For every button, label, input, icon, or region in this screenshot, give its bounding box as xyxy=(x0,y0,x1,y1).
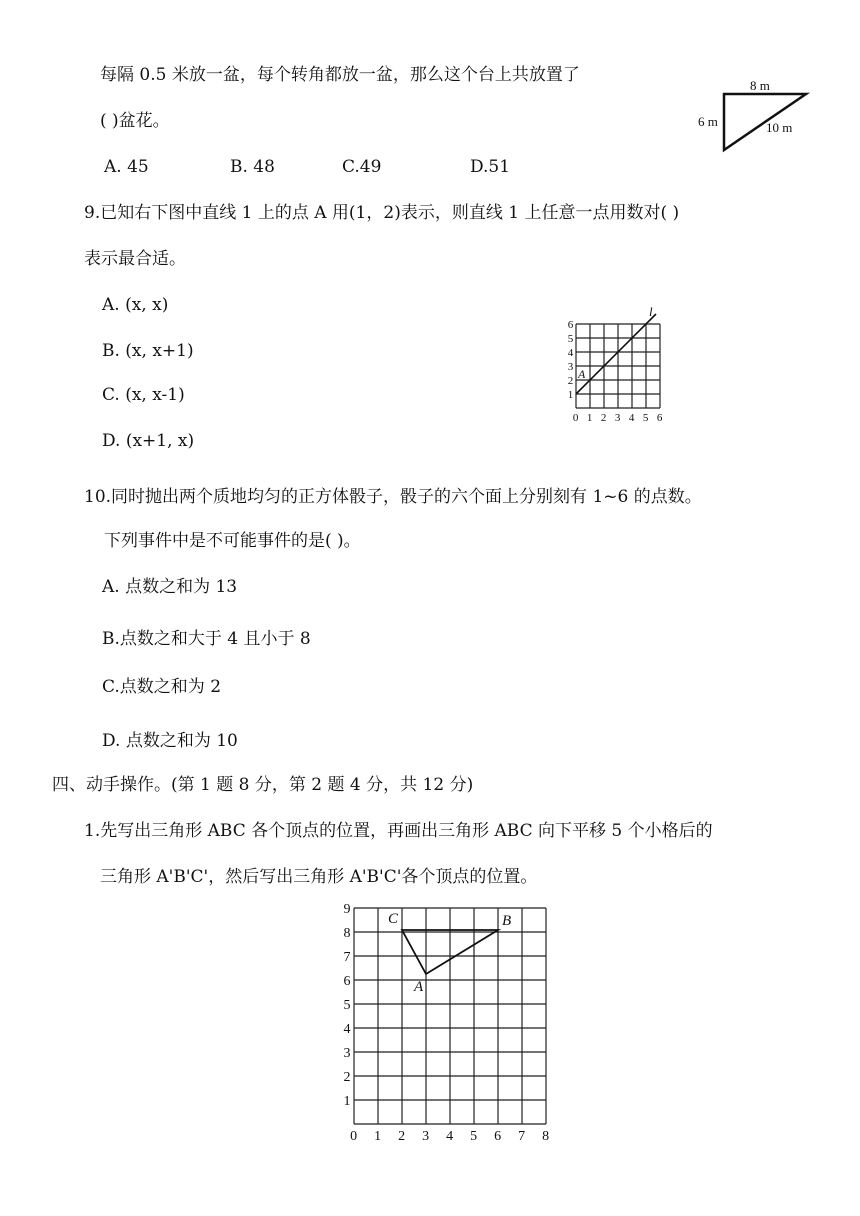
q9-grid-x-tick: 0 xyxy=(572,412,579,424)
q8-option-c: C.49 xyxy=(342,157,382,177)
q9-grid-x-tick: 3 xyxy=(614,412,621,424)
s4-grid-x-tick: 7 xyxy=(518,1129,526,1144)
s4-grid-x-tick: 1 xyxy=(374,1129,382,1144)
q9-option-a: A. (x, x) xyxy=(102,295,169,315)
q9-option-d: D. (x+1, x) xyxy=(102,431,195,451)
q10-line1: 10.同时抛出两个质地均匀的正方体骰子，骰子的六个面上分别刻有 1~6 的点数。 xyxy=(84,487,702,507)
q9-option-b: B. (x, x+1) xyxy=(102,341,194,361)
triangle-platform-figure xyxy=(694,70,818,160)
s4-grid-y-tick: 1 xyxy=(343,1093,351,1109)
q8-line1: 每隔 0.5 米放一盆，每个转角都放一盆，那么这个台上共放置了 xyxy=(100,65,580,85)
line-l-label: l xyxy=(649,304,653,319)
figure-label-top: 8 m xyxy=(750,78,770,93)
q9-grid-x-tick: 2 xyxy=(600,412,607,424)
q10-option-a: A. 点数之和为 13 xyxy=(102,577,238,597)
s4-grid-y-tick: 5 xyxy=(343,997,351,1013)
q9-grid-y-tick: 4 xyxy=(567,346,574,359)
vertex-c-label: C xyxy=(388,911,399,927)
s4-grid-x-tick: 3 xyxy=(422,1129,430,1144)
q9-option-c: C. (x, x-1) xyxy=(102,385,185,405)
s4-grid-y-tick: 8 xyxy=(343,925,351,941)
figure-label-hyp: 10 m xyxy=(766,120,793,135)
q9-line2: 表示最合适。 xyxy=(84,249,186,269)
q8-option-a: A. 45 xyxy=(104,157,149,177)
section4-heading: 四、动手操作。(第 1 题 8 分，第 2 题 4 分，共 12 分) xyxy=(52,775,474,795)
q9-grid-y-tick: 2 xyxy=(567,374,574,387)
vertex-b-label: B xyxy=(502,913,512,929)
q10-line2: 下列事件中是不可能事件的是( )。 xyxy=(104,531,361,551)
q9-grid-y-tick: 1 xyxy=(567,388,574,401)
triangle-abc-grid xyxy=(330,894,560,1144)
q8-option-b: B. 48 xyxy=(230,157,275,177)
figure-label-left: 6 m xyxy=(698,114,718,129)
q10-option-b: B.点数之和大于 4 且小于 8 xyxy=(102,629,311,649)
s4-grid-y-tick: 4 xyxy=(343,1021,351,1037)
vertex-a-label: A xyxy=(414,979,424,995)
q10-option-c: C.点数之和为 2 xyxy=(102,677,222,697)
s4-q1-line1: 1.先写出三角形 ABC 各个顶点的位置，再画出三角形 ABC 向下平移 5 个小格后的 xyxy=(84,821,713,841)
coordinate-line-figure xyxy=(560,304,690,432)
s4-grid-x-tick: 2 xyxy=(398,1129,406,1144)
s4-grid-x-tick: 8 xyxy=(542,1129,550,1144)
q10-option-d: D. 点数之和为 10 xyxy=(102,731,238,751)
line-l xyxy=(576,314,656,394)
q9-grid-x-tick: 4 xyxy=(628,412,635,424)
s4-grid-x-tick: 5 xyxy=(470,1129,478,1144)
q8-option-d: D.51 xyxy=(470,157,511,177)
s4-grid-y-tick: 3 xyxy=(343,1045,351,1061)
q9-grid-y-tick: 6 xyxy=(567,318,574,331)
s4-q1-line2: 三角形 A'B'C'，然后写出三角形 A'B'C'各个顶点的位置。 xyxy=(100,867,538,887)
q9-grid-x-tick: 1 xyxy=(586,412,593,424)
q9-grid-y-tick: 3 xyxy=(567,360,574,373)
s4-grid-y-tick: 7 xyxy=(343,949,351,965)
point-a-label: A xyxy=(578,367,586,381)
s4-grid-y-tick: 9 xyxy=(343,901,351,917)
q9-line1: 9.已知右下图中直线 1 上的点 A 用(1，2)表示，则直线 1 上任意一点用数对( ) xyxy=(84,203,680,223)
s4-grid-y-tick: 6 xyxy=(343,973,351,989)
q9-grid-x-tick: 6 xyxy=(656,412,663,424)
q9-grid-y-tick: 5 xyxy=(567,332,574,345)
s4-grid-x-tick: 0 xyxy=(350,1129,358,1144)
q9-grid-x-tick: 5 xyxy=(642,412,649,424)
s4-grid-x-tick: 6 xyxy=(494,1129,502,1144)
s4-grid-y-tick: 2 xyxy=(343,1069,351,1085)
s4-grid-x-tick: 4 xyxy=(446,1129,454,1144)
q8-line2: ( )盆花。 xyxy=(100,111,170,131)
